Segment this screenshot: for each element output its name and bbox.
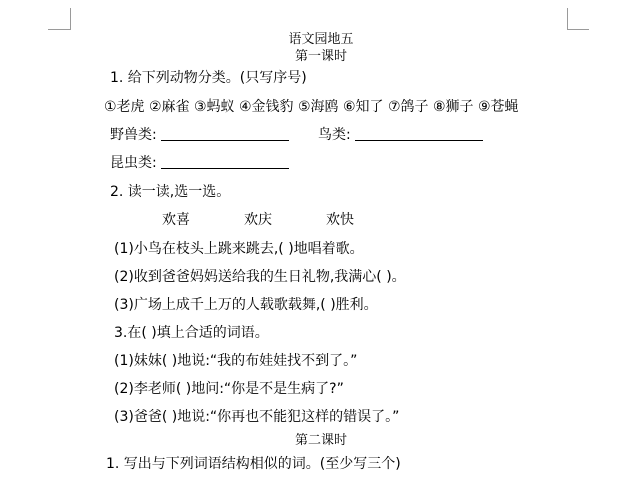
- q2-option: 欢喜: [162, 212, 190, 228]
- crop-mark-left-vertical: [70, 8, 71, 30]
- lesson-two-heading: 第二课时: [294, 433, 347, 448]
- beasts-answer-blank[interactable]: [161, 126, 289, 141]
- birds-answer-blank[interactable]: [355, 126, 483, 141]
- q2-item: (3)广场上成千上万的人载歌载舞,( )胜利。: [114, 297, 378, 313]
- q2-option: 欢庆: [244, 212, 272, 228]
- insects-label: 昆虫类:: [110, 155, 157, 171]
- beasts-row: [110, 125, 289, 145]
- lesson-one-heading: 第一课时: [294, 49, 347, 64]
- q2-option-list: [162, 210, 354, 230]
- insects-answer-blank[interactable]: [161, 154, 289, 169]
- q1-prompt: 1. 给下列动物分类。(只写序号): [110, 70, 307, 86]
- lesson2-q1-prompt: 1. 写出与下列词语结构相似的词。(至少写三个): [106, 456, 401, 472]
- q3-item: (2)李老师( )地问:“你是不是生病了?”: [114, 381, 344, 397]
- q3-item: (3)爸爸( )地说:“你再也不能犯这样的错误了。”: [114, 409, 400, 425]
- q1-animal-list: ①老虎 ②麻雀 ③蚂蚁 ④金钱豹 ⑤海鸥 ⑥知了 ⑦鸽子 ⑧狮子 ⑨苍蝇: [104, 99, 519, 115]
- q3-prompt: 3.在( )填上合适的词语。: [114, 325, 269, 341]
- page-title: 语文园地五: [288, 32, 354, 47]
- q2-item: (2)收到爸爸妈妈送给我的生日礼物,我满心( )。: [114, 269, 406, 285]
- birds-label: 鸟类:: [318, 127, 351, 143]
- q2-item: (1)小鸟在枝头上跳来跳去,( )地唱着歌。: [114, 241, 364, 257]
- birds-row: [318, 125, 483, 145]
- q2-prompt: 2. 读一读,选一选。: [110, 184, 231, 200]
- crop-mark-right-vertical: [567, 8, 568, 30]
- insects-row: [110, 153, 289, 173]
- q2-option: 欢快: [326, 212, 354, 228]
- q3-item: (1)妹妹( )地说:“我的布娃娃找不到了。”: [114, 353, 358, 369]
- beasts-label: 野兽类:: [110, 127, 157, 143]
